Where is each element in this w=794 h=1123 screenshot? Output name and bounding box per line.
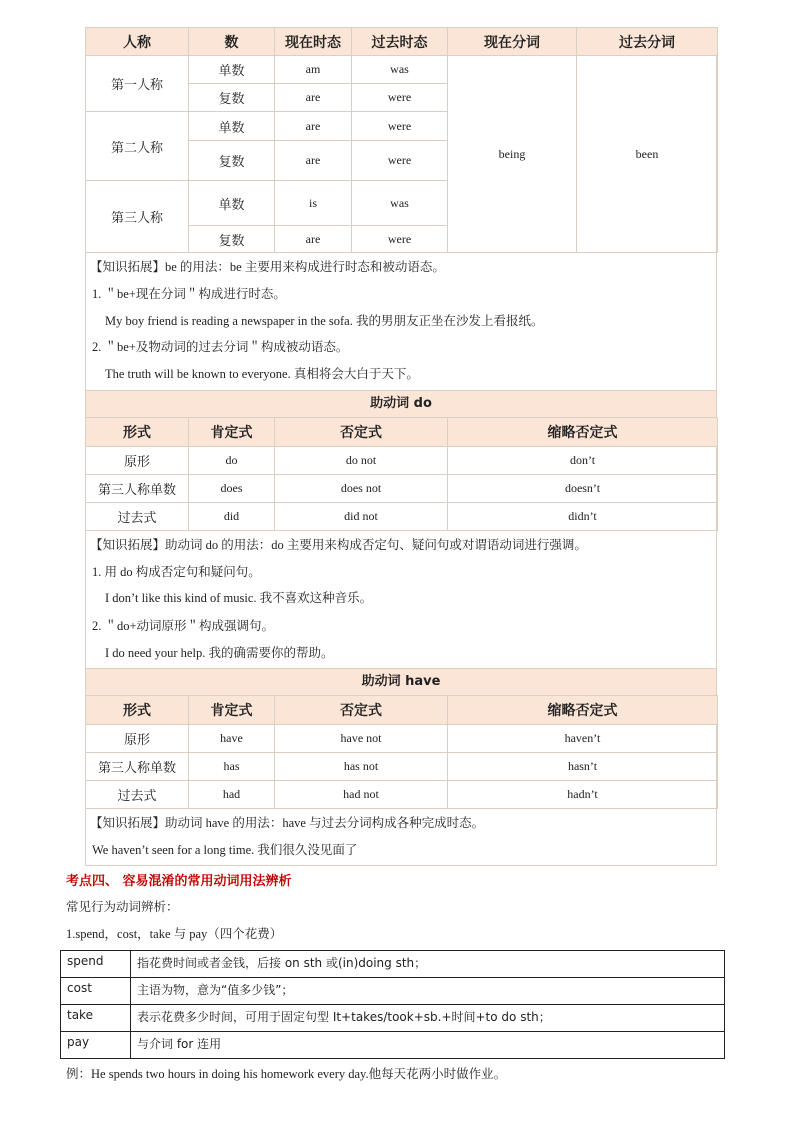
- present-cell: are: [275, 141, 352, 181]
- do-table-title: 助动词 do: [85, 390, 717, 418]
- past-cell: were: [352, 112, 448, 141]
- verb-name: take: [61, 1005, 131, 1032]
- table-cell: do: [189, 447, 275, 475]
- table-cell: do not: [275, 447, 448, 475]
- header-negative: 否定式: [275, 418, 448, 447]
- table-row-label: 原形: [86, 725, 189, 753]
- table-cell: didn’t: [448, 503, 718, 531]
- third-person-label: 第三人称: [86, 181, 189, 253]
- table-cell: does: [189, 475, 275, 503]
- first-person-label: 第一人称: [86, 56, 189, 112]
- past-cell: were: [352, 141, 448, 181]
- present-cell: are: [275, 112, 352, 141]
- table-cell: had: [189, 781, 275, 809]
- header-past-participle: 过去分词: [577, 28, 718, 56]
- number-cell: 复数: [189, 226, 275, 253]
- do-example-2: I do need your help. 我的确需要你的帮助。: [105, 646, 334, 660]
- have-note-heading: 【知识拓展】助动词 have 的用法：have 与过去分词构成各种完成时态。: [90, 816, 485, 830]
- do-note-heading: 【知识拓展】助动词 do 的用法：do 主要用来构成否定句、疑问句或对谓语动词进行强调。: [90, 538, 587, 552]
- past-cell: were: [352, 226, 448, 253]
- table-cell: did: [189, 503, 275, 531]
- header-past: 过去时态: [352, 28, 448, 56]
- table-cell: has: [189, 753, 275, 781]
- do-example-1: I don’t like this kind of music. 我不喜欢这种音乐。: [105, 591, 373, 605]
- present-cell: are: [275, 226, 352, 253]
- present-cell: are: [275, 84, 352, 112]
- present-cell: is: [275, 181, 352, 226]
- table-cell: haven’t: [448, 725, 718, 753]
- table-cell: has not: [275, 753, 448, 781]
- header-form: 形式: [86, 696, 189, 725]
- verb-name: cost: [61, 978, 131, 1005]
- number-cell: 单数: [189, 112, 275, 141]
- be-note-heading: 【知识拓展】be 的用法：be 主要用来构成进行时态和被动语态。: [90, 260, 445, 274]
- number-cell: 单数: [189, 181, 275, 226]
- header-form: 形式: [86, 418, 189, 447]
- table-cell: have not: [275, 725, 448, 753]
- table-row-label: 原形: [86, 447, 189, 475]
- number-cell: 单数: [189, 56, 275, 84]
- header-number: 数: [189, 28, 275, 56]
- be-note-2: 2. ＂be+及物动词的过去分词＂构成被动语态。: [92, 340, 349, 354]
- table-cell: had not: [275, 781, 448, 809]
- section-heading: 考点四、 容易混淆的常用动词用法辨析: [66, 874, 292, 889]
- second-person-label: 第二人称: [86, 112, 189, 181]
- section-intro: 常见行为动词辨析：: [66, 900, 179, 914]
- do-note-2: 2. ＂do+动词原形＂构成强调句。: [92, 619, 275, 633]
- verb-name: pay: [61, 1032, 131, 1059]
- header-person: 人称: [86, 28, 189, 56]
- section-item: 1.spend，cost，take 与 pay（四个花费）: [66, 927, 283, 941]
- header-present: 现在时态: [275, 28, 352, 56]
- past-participle-cell: been: [577, 56, 718, 253]
- header-contracted-negative: 缩略否定式: [448, 696, 718, 725]
- do-table: [85, 417, 718, 531]
- do-note-1: 1. 用 do 构成否定句和疑问句。: [92, 565, 261, 579]
- table-row-label: 过去式: [86, 503, 189, 531]
- have-example: We haven’t seen for a long time. 我们很久没见面了: [92, 843, 358, 857]
- verb-comparison-table: [60, 950, 725, 1059]
- table-row-label: 过去式: [86, 781, 189, 809]
- number-cell: 复数: [189, 141, 275, 181]
- table-cell: hadn’t: [448, 781, 718, 809]
- table-cell: hasn’t: [448, 753, 718, 781]
- present-cell: am: [275, 56, 352, 84]
- past-cell: was: [352, 56, 448, 84]
- header-contracted-negative: 缩略否定式: [448, 418, 718, 447]
- table-cell: did not: [275, 503, 448, 531]
- table-cell: have: [189, 725, 275, 753]
- example-sentence: 例：He spends two hours in doing his homework every day.他每天花两小时做作业。: [66, 1067, 507, 1081]
- verb-usage: 主语为物，意为“值多少钱”；: [131, 978, 725, 1005]
- header-negative: 否定式: [275, 696, 448, 725]
- have-table: [85, 695, 718, 809]
- table-row-label: 第三人称单数: [86, 475, 189, 503]
- header-affirmative: 肯定式: [189, 696, 275, 725]
- be-example-2: The truth will be known to everyone. 真相将会大白于天下。: [105, 367, 419, 381]
- table-row-label: 第三人称单数: [86, 753, 189, 781]
- number-cell: 复数: [189, 84, 275, 112]
- past-cell: was: [352, 181, 448, 226]
- present-participle-cell: being: [448, 56, 577, 253]
- past-cell: were: [352, 84, 448, 112]
- be-conjugation-table: [85, 27, 718, 253]
- table-cell: doesn’t: [448, 475, 718, 503]
- header-affirmative: 肯定式: [189, 418, 275, 447]
- verb-name: spend: [61, 951, 131, 978]
- verb-usage: 指花费时间或者金钱，后接 on sth 或(in)doing sth；: [131, 951, 725, 978]
- verb-usage: 表示花费多少时间，可用于固定句型 It+takes/took+sb.+时间+to do sth；: [131, 1005, 725, 1032]
- be-note-1: 1. ＂be+现在分词＂构成进行时态。: [92, 287, 286, 301]
- verb-usage: 与介词 for 连用: [131, 1032, 725, 1059]
- be-example-1: My boy friend is reading a newspaper in the sofa. 我的男朋友正坐在沙发上看报纸。: [105, 314, 544, 328]
- table-cell: does not: [275, 475, 448, 503]
- table-cell: don’t: [448, 447, 718, 475]
- have-table-title: 助动词 have: [85, 668, 717, 696]
- header-present-participle: 现在分词: [448, 28, 577, 56]
